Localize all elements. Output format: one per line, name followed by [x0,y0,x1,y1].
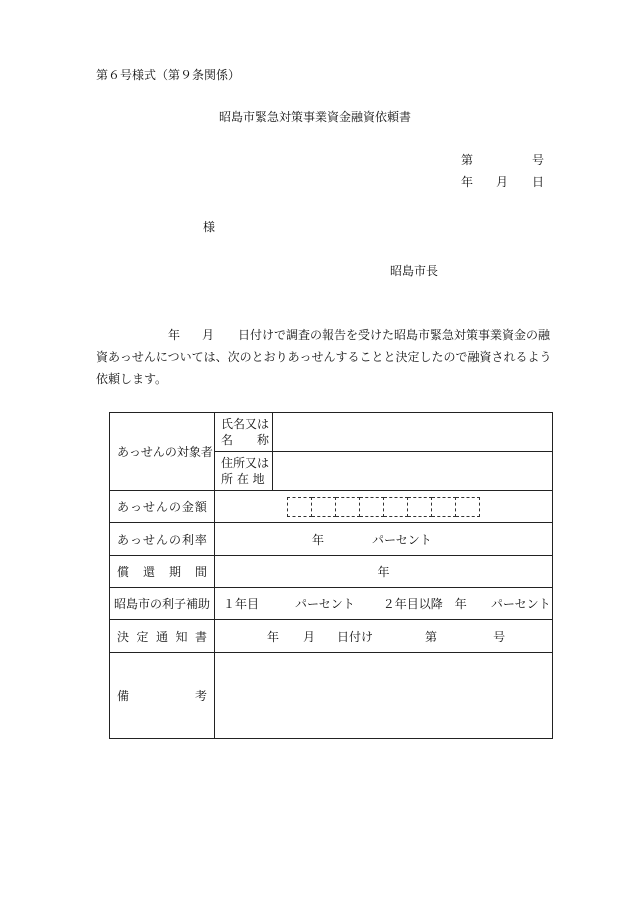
rate-field[interactable]: 年 パーセント [215,523,553,556]
repay-label [110,556,215,588]
rate-label [110,523,215,556]
body-year: 年 [168,328,181,342]
label-char: あ [117,500,130,514]
label-char: の [168,532,181,547]
remarks-field[interactable] [215,653,553,739]
label-char: 償 [117,565,130,579]
body-paragraph [96,324,554,390]
label-char: 通 [155,629,168,644]
name-label: 氏名又は 名 称 [215,413,273,452]
label-char: 還 [142,565,155,579]
remarks-label [110,653,215,739]
label-char: 期 [168,565,181,579]
issuer-name: 昭島市長 [390,264,439,278]
amount-label [110,491,215,523]
label-char: っ [129,532,142,547]
body-month: 月 [202,328,215,342]
label-char: ん [155,532,168,547]
date-month: 月 [496,175,509,189]
subsidy-label: 昭島市の利子補助 [110,588,215,620]
label-char: 知 [175,629,188,644]
address-label: 住所又は 所 在 地 [215,452,273,491]
label-char: 間 [194,565,207,579]
label-char: 考 [194,689,207,703]
label-char: ん [155,500,168,514]
form-number: 第６号様式（第９条関係） [96,68,241,82]
subsidy-field[interactable]: １年目 パーセント ２年目以降 年 パーセント [215,588,553,620]
date-year: 年 [461,175,474,189]
label-char: 定 [136,629,149,644]
body-text: 日付けで調査の報告を受けた昭島市緊急対策事業資金の融資あっせんについては、次のとおりあっせんすることと決定したので融資されるよう依頼します。 [96,328,552,386]
label-char: っ [129,500,142,514]
notice-label [110,620,215,653]
label-char: せ [142,532,155,547]
document-title: 昭島市緊急対策事業資金融資依頼書 [218,110,411,124]
label-char: 備 [117,689,130,703]
label-char: 額 [194,500,207,514]
amount-digit-boxes[interactable] [215,497,552,517]
label-char: 書 [194,629,207,644]
name-field[interactable] [273,413,553,452]
label-char: 利 [181,532,194,547]
target-label: あっせんの対象者 [110,413,215,491]
label-char: あ [117,532,130,547]
label-char: 率 [194,532,207,547]
label-char: 決 [117,629,130,644]
notice-field[interactable]: 年 月 日付け 第 号 [215,620,553,653]
label-char: 金 [181,500,194,514]
label-char: の [168,500,181,514]
addressee-sama: 様 [203,220,216,234]
financing-table [109,412,553,739]
date-day: 日 [532,175,545,189]
label-char: せ [142,500,155,514]
address-field[interactable] [273,452,553,491]
reference-go: 号 [532,153,545,167]
amount-field[interactable] [215,491,553,523]
reference-dai: 第 [461,153,474,167]
repay-field[interactable]: 年 [215,556,553,588]
